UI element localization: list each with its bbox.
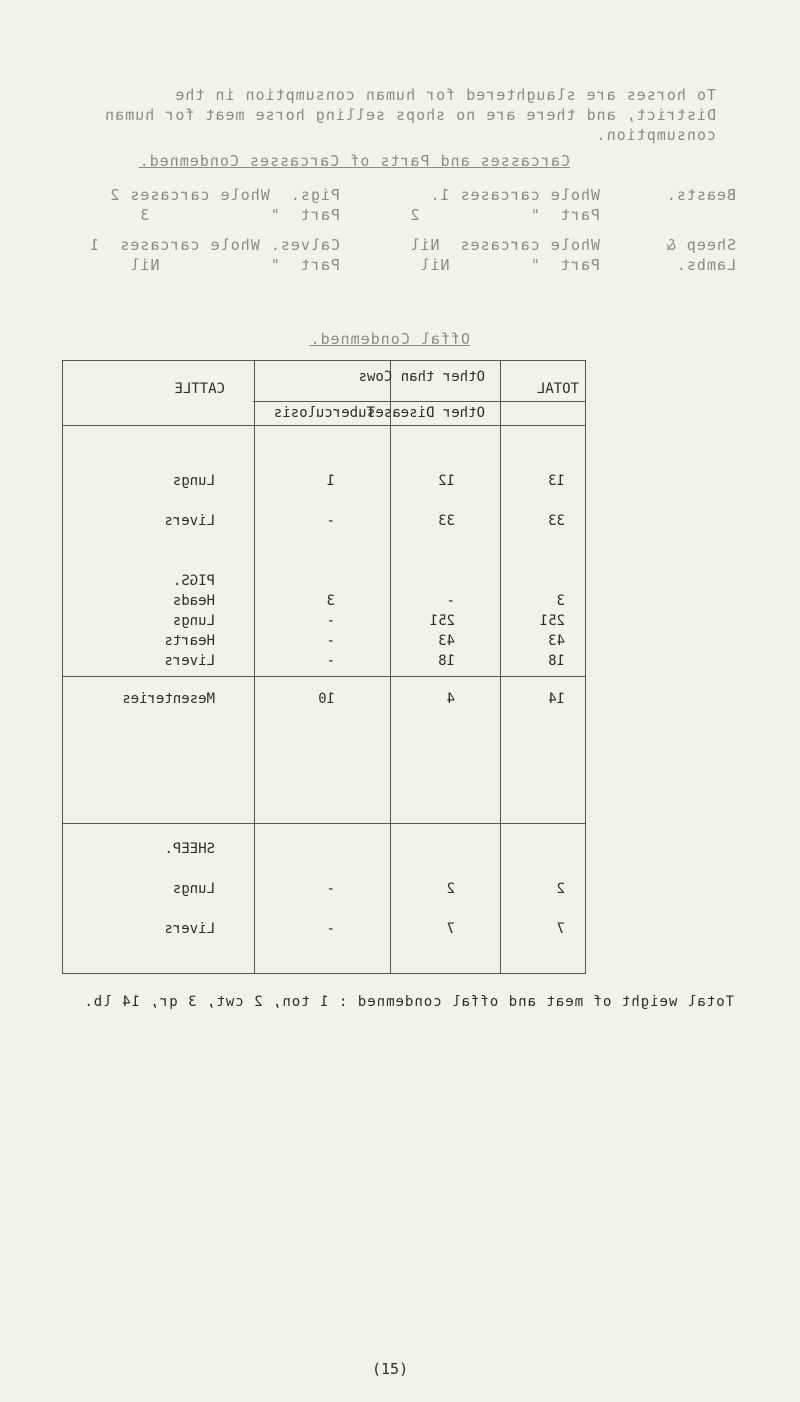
sheep-row-2-tb: - xyxy=(326,921,335,937)
carcass-row-2-right: Part " 3 xyxy=(139,206,340,224)
pigs-row-4-name: Livers xyxy=(164,653,215,669)
offal-table xyxy=(62,360,586,974)
pigs-row-3-name: Hearts xyxy=(164,633,215,649)
carcass-row-2-mid: Part " 2 xyxy=(409,206,600,224)
sheep-row-1-tb: - xyxy=(326,881,335,897)
sheep-row-1-name: Lungs xyxy=(172,881,215,897)
pigs-row-2-tb: - xyxy=(326,613,335,629)
pigs-row-3-other: 43 xyxy=(438,633,455,649)
carcass-row-1-left: Beasts. xyxy=(665,186,736,204)
pigs-row-1-tb: 3 xyxy=(326,593,335,609)
carcass-row-1-right: Pigs. Whole carcases 2 xyxy=(109,186,340,204)
sheep-row-2-total: 7 xyxy=(556,921,565,937)
cattle-row-1-other: 12 xyxy=(438,473,455,489)
carcass-row-3-left: Sheep & xyxy=(665,236,736,254)
pigs-row-4-other: 18 xyxy=(438,653,455,669)
carcass-row-4-mid: Part " Nil xyxy=(419,256,600,274)
sheep-label: SHEEP. xyxy=(164,841,215,857)
cattle-row-1-tb: 1 xyxy=(326,473,335,489)
carcass-heading: Carcasses and Parts of Carcasses Condemned. xyxy=(138,152,570,170)
pigs-row-5-total: 14 xyxy=(548,691,565,707)
pigs-row-5-tb: 10 xyxy=(318,691,335,707)
pigs-row-3-tb: - xyxy=(326,633,335,649)
cattle-row-1-name: Lungs xyxy=(172,473,215,489)
sheep-row-1-other: 2 xyxy=(446,881,455,897)
col-other-organs-header: Other than Cows xyxy=(358,369,485,385)
cattle-row-2-total: 33 xyxy=(548,513,565,529)
pigs-row-5-other: 4 xyxy=(446,691,455,707)
cattle-row-2-other: 33 xyxy=(438,513,455,529)
carcass-row-3-right: Calves. Whole carcases 1 xyxy=(89,236,340,254)
intro-line-2: District, and there are no shops selling horse meat for human xyxy=(104,106,716,124)
cattle-row-2-tb: - xyxy=(326,513,335,529)
pigs-row-4-total: 18 xyxy=(548,653,565,669)
col-other-diseases-header: Other Diseases xyxy=(366,405,485,421)
pigs-row-1-total: 3 xyxy=(556,593,565,609)
pigs-row-3-total: 43 xyxy=(548,633,565,649)
pigs-row-4-tb: - xyxy=(326,653,335,669)
pigs-row-1-name: Heads xyxy=(172,593,215,609)
cattle-row-2-name: Livers xyxy=(164,513,215,529)
carcass-row-4-left: Lambs. xyxy=(675,256,736,274)
col-cattle-header: CATTLE xyxy=(174,381,225,397)
sheep-row-2-name: Livers xyxy=(164,921,215,937)
carcass-row-3-mid: Whole carcases Nil xyxy=(409,236,600,254)
cattle-row-1-total: 13 xyxy=(548,473,565,489)
sheep-row-2-other: 7 xyxy=(446,921,455,937)
intro-line-1: To horses are slaughtered for human consumption in the xyxy=(174,86,716,104)
pigs-row-2-total: 251 xyxy=(539,613,565,629)
pigs-row-2-name: Lungs xyxy=(172,613,215,629)
sheep-row-1-total: 2 xyxy=(556,881,565,897)
pigs-row-2-other: 251 xyxy=(429,613,455,629)
carcass-row-1-mid: Whole carcases 1. xyxy=(429,186,600,204)
footer-total-weight: Total weight of meat and offal condemned : 1 ton, 2 cwt, 3 qr, 14 lb. xyxy=(83,994,734,1010)
carcass-row-4-right: Part " Nil xyxy=(129,256,340,274)
intro-line-3: consumption. xyxy=(595,126,716,144)
pigs-label: PIGS. xyxy=(172,573,215,589)
page-number: (15) xyxy=(372,1360,409,1378)
offal-heading: Offal Condemned. xyxy=(309,330,470,348)
pigs-row-5-name: Mesenteries xyxy=(122,691,215,707)
pigs-row-1-other: - xyxy=(446,593,455,609)
col-total-header: TOTAL xyxy=(536,381,579,397)
col-tuberculosis-header: Tuberculosis xyxy=(273,405,375,421)
